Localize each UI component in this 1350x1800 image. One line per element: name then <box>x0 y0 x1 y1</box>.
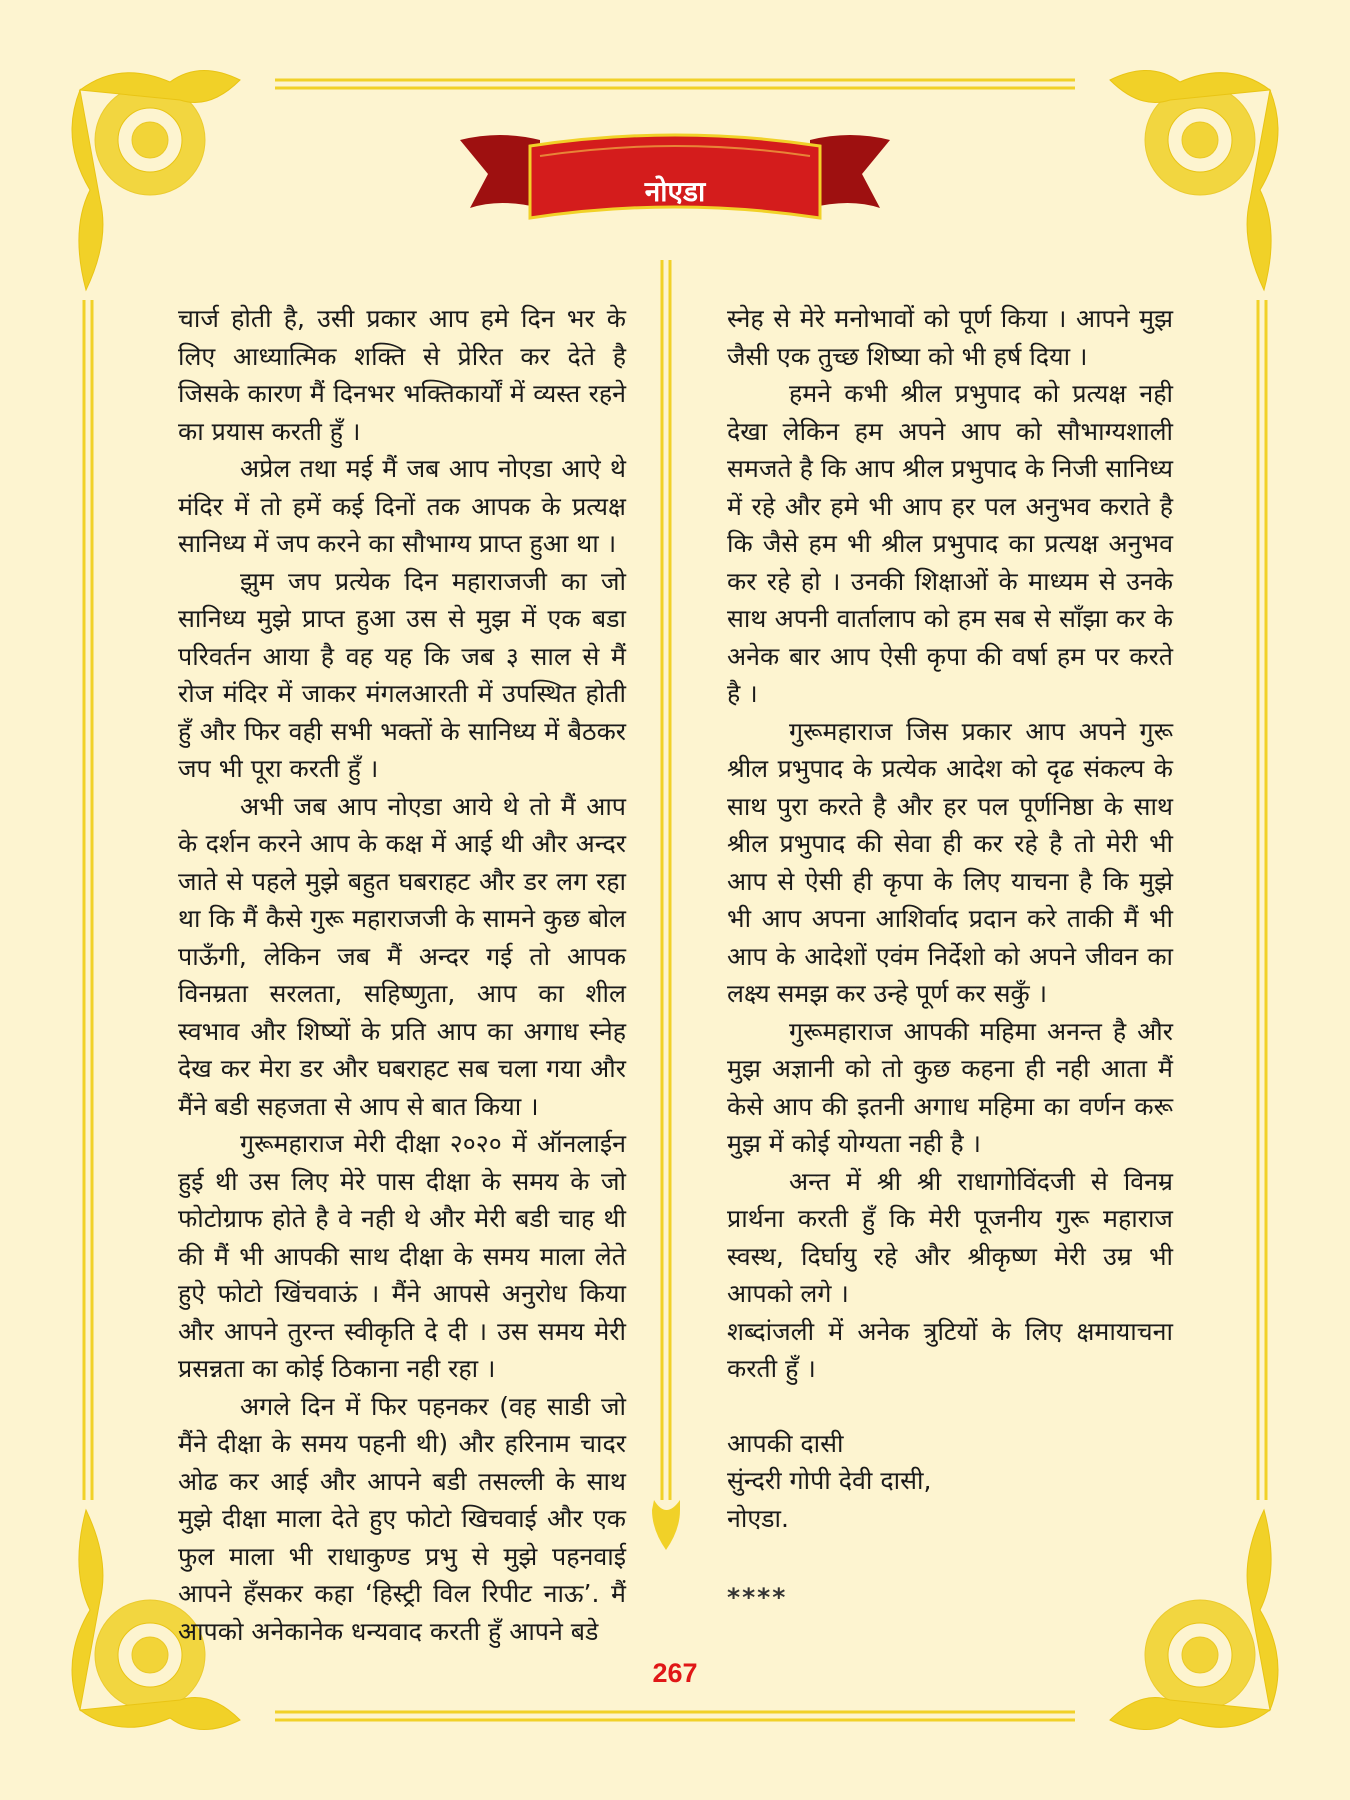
paragraph: स्नेह से मेरे मनोभावों को पूर्ण किया । आपने मुझ जैसी एक तुच्छ शिष्या को भी हर्ष दिया । <box>727 304 1173 371</box>
paragraph: अप्रेल तथा मई मैं जब आप नोएडा आऐ थे मंदिर में तो हमें कई दिनों तक आपक के प्रत्यक्ष सानिध्य में जप करने का सौभाग्य प्राप्त हुआ था । <box>178 454 626 558</box>
paragraph: झुम जप प्रत्येक दिन महाराजजी का जो सानिध्य मुझे प्राप्त हुआ उस से मुझ में एक बडा परिवर्तन आया है वह यह कि जब ३ साल से मैं रोज मंदिर में जाकर मंगलआरती में उपस्थित होती हुँ और फिर वही सभी भक्तों के सानिध्य में बैठकर जप भी पूरा करती हुँ । <box>178 566 626 783</box>
paragraph: गुरूमहाराज जिस प्रकार आप अपने गुरू श्रील प्रभुपाद के प्रत्येक आदेश को दृढ संकल्प के साथ पुरा करते है और हर पल पूर्णनिष्ठा के साथ श्रील प्रभुपाद की सेवा ही कर रहे है तो मेरी भी आप से ऐसी ही कृपा के लिए याचना है कि मुझे भी आप अपना आशिर्वाद प्रदान करे ताकी मैं भी आप के आदेशों एवंम निर्देशो को अपने जीवन का लक्ष्य समझ कर उन्हे पूर्ण कर सकुँ । <box>727 716 1173 1008</box>
paragraph: अभी जब आप नोएडा आये थे तो मैं आप के दर्शन करने आप के कक्ष में आई थी और अन्दर जाते से पहले मुझे बहुत घबराहट और डर लग रहा था कि मैं कैसे गुरू महाराजजी के सामने कुछ बोल पाऊँगी, लेकिन जब मैं अन्दर गई तो आपक विनम्रता सरलता, सहिष्णुता, आप का शील स्वभाव और शिष्यों के प्रति आप का अगाध स्नेह देख कर मेरा डर और घबराहट सब चला गया और मैंने बडी सहजता से आप से बात किया । <box>178 791 626 1121</box>
end-mark: **** <box>727 1583 788 1612</box>
paragraph: शब्दांजली में अनेक त्रुटियों के लिए क्षमायाचना करती हुँ । <box>727 1316 1173 1383</box>
page-number: 267 <box>652 1658 698 1688</box>
corner-ornament-top-left <box>72 70 240 290</box>
left-column <box>178 300 626 1650</box>
paragraph: चार्ज होती है, उसी प्रकार आप हमे दिन भर के लिए आध्यात्मिक शक्ति से प्रेरित कर देते है जिसके कारण मैं दिनभर भक्तिकार्यों में व्यस्त रहने का प्रयास करती हुँ । <box>178 304 626 446</box>
right-column <box>727 300 1173 1617</box>
signature-line: आपकी दासी <box>727 1428 844 1458</box>
corner-ornament-top-right <box>1110 70 1278 290</box>
paragraph: हमने कभी श्रील प्रभुपाद को प्रत्यक्ष नही देखा लेकिन हम अपने आप को सौभाग्यशाली समजते है कि आप श्रील प्रभुपाद के निजी सानिध्य में रहे और हमे भी आप हर पल अनुभव कराते है कि जैसे हम भी श्रील प्रभुपाद का प्रत्यक्ष अनुभव कर रहे हो । उनकी शिक्षाओं के माध्यम से उनके साथ अपनी वार्तालाप को हम सब से साँझा कर के अनेक बार आप ऐसी कृपा की वर्षा हम पर करते है । <box>727 379 1174 708</box>
paragraph: अगले दिन में फिर पहनकर (वह साडी जो मैंने दीक्षा के समय पहनी थी) और हरिनाम चादर ओढ कर आई और आपने बडी तसल्ली के साथ मुझे दीक्षा माला देते हुए फोटो खिचवाई और एक फुल माला भी राधाकुण्ड प्रभु से मुझे पहनवाई आपने हँसकर कहा ‘हिस्ट्री विल रिपीट नाऊ’. मैं आपको अनेकानेक धन्यवाद करती हुँ आपने बडे <box>178 1391 626 1646</box>
paragraph: अन्त में श्री श्री राधागोविंदजी से विनम्र प्रार्थना करती हुँ कि मेरी पूजनीय गुरू महाराज स्वस्थ, दिर्घायु रहे और श्रीकृष्ण मेरी उम्र भी आपको लगे । <box>727 1166 1173 1308</box>
paragraph: गुरूमहाराज मेरी दीक्षा २०२० में ऑनलाईन हुई थी उस लिए मेरे पास दीक्षा के समय के जो फोटोग्राफ होते है वे नही थे और मेरी बडी चाह थी की मैं भी आपकी साथ दीक्षा के समय माला लेते हुऐ फोटो खिंचवाऊं । मैंने आपसे अनुरोध किया और आपने तुरन्त स्वीकृति दे दी । उस समय मेरी प्रसन्नता का कोई ठिकाना नही रहा । <box>178 1129 626 1383</box>
section-title: नोएडा <box>644 175 706 208</box>
signature-name: सुंन्दरी गोपी देवी दासी, <box>727 1466 932 1495</box>
paragraph: गुरूमहाराज आपकी महिमा अनन्त है और मुझ अज्ञानी को तो कुछ कहना ही नही आता मैं केसे आप की इतनी अगाध महिमा का वर्णन करू मुझ में कोई योग्यता नही है । <box>727 1016 1173 1158</box>
signature-place: नोएडा. <box>727 1503 789 1533</box>
divider-tip <box>652 1500 680 1550</box>
